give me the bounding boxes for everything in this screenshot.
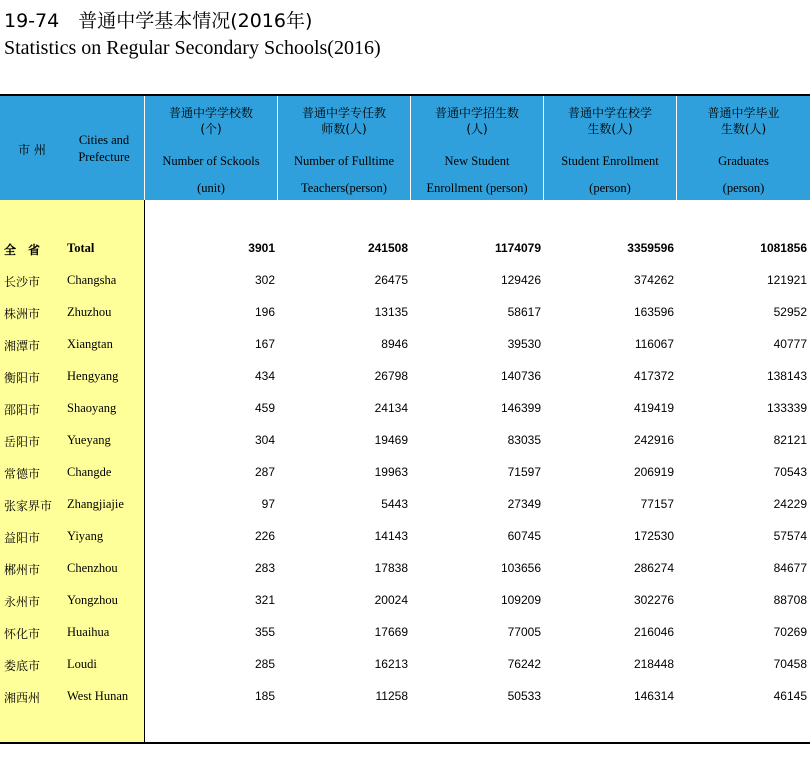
cell-new-students: 27349 bbox=[507, 497, 541, 511]
cell-schools: 302 bbox=[254, 273, 275, 287]
row-city-cn: 邵阳市 bbox=[4, 403, 41, 417]
cell-teachers: 26475 bbox=[374, 273, 408, 287]
table-row bbox=[0, 393, 810, 425]
cell-graduates: 46145 bbox=[773, 689, 807, 703]
cell-schools: 285 bbox=[254, 657, 275, 671]
cell-schools: 97 bbox=[261, 497, 275, 511]
row-city-en: Chenzhou bbox=[67, 561, 118, 575]
cell-new-students: 71597 bbox=[507, 465, 541, 479]
row-city-cn: 永州市 bbox=[4, 595, 41, 609]
header-new-students-unit: Enrollment (person) bbox=[426, 181, 528, 195]
header-enrollment-en: Student Enrollment bbox=[561, 154, 659, 168]
header-new-students bbox=[411, 96, 543, 200]
cell-new-students: 77005 bbox=[507, 625, 541, 639]
cell-schools: 185 bbox=[254, 689, 275, 703]
row-city-en: Changde bbox=[67, 465, 112, 479]
cell-enrollment: 116067 bbox=[634, 337, 674, 351]
row-city-en: Zhuzhou bbox=[67, 305, 112, 319]
cell-teachers: 26798 bbox=[374, 369, 408, 383]
cell-enrollment: 419419 bbox=[633, 401, 674, 415]
row-city-cn: 株洲市 bbox=[4, 307, 41, 321]
table-bottom-rule bbox=[0, 742, 810, 744]
cell-teachers: 20024 bbox=[374, 593, 408, 607]
cell-new-students: 39530 bbox=[507, 337, 541, 351]
cell-graduates: 88708 bbox=[773, 593, 807, 607]
cell-teachers: 16213 bbox=[374, 657, 408, 671]
row-city-cn: 湘西州 bbox=[4, 691, 41, 705]
cell-new-students: 58617 bbox=[507, 305, 541, 319]
table-row bbox=[0, 553, 810, 585]
header-schools-en: Number of Sckools bbox=[162, 154, 260, 168]
cell-enrollment: 218448 bbox=[633, 657, 674, 671]
row-city-en: Loudi bbox=[67, 657, 97, 671]
cell-teachers: 241508 bbox=[367, 241, 408, 255]
header-teachers-unit: Teachers(person) bbox=[301, 181, 387, 195]
cell-schools: 196 bbox=[254, 305, 275, 319]
cell-new-students: 76242 bbox=[507, 657, 541, 671]
table-row bbox=[0, 681, 810, 713]
row-city-en: Yueyang bbox=[67, 433, 111, 447]
cell-teachers: 8946 bbox=[381, 337, 408, 351]
cell-schools: 434 bbox=[254, 369, 275, 383]
row-city-en: Huaihua bbox=[67, 625, 110, 639]
row-city-en: Yiyang bbox=[67, 529, 104, 543]
cell-teachers: 5443 bbox=[381, 497, 408, 511]
cell-new-students: 146399 bbox=[500, 401, 541, 415]
header-teachers-en: Number of Fulltime bbox=[294, 154, 394, 168]
table-row bbox=[0, 457, 810, 489]
row-city-en: Total bbox=[67, 241, 95, 255]
cell-schools: 355 bbox=[254, 625, 275, 639]
row-city-cn: 益阳市 bbox=[4, 531, 41, 545]
cell-graduates: 121921 bbox=[766, 273, 807, 287]
header-graduates-unit: (person) bbox=[722, 181, 765, 195]
cell-schools: 304 bbox=[254, 433, 275, 447]
row-city-en: Changsha bbox=[67, 273, 117, 287]
cell-teachers: 19469 bbox=[374, 433, 408, 447]
cell-enrollment: 163596 bbox=[633, 305, 674, 319]
table-row bbox=[0, 585, 810, 617]
page-title-chinese: 19-74 普通中学基本情况(2016年) bbox=[4, 10, 313, 32]
header-schools-cn: 普通中学学校数 (个) bbox=[168, 106, 253, 136]
header-enrollment-cn: 普通中学在校学 生数(人) bbox=[567, 106, 652, 136]
page-title-english: Statistics on Regular Secondary Schools(2016) bbox=[4, 37, 381, 59]
cell-graduates: 70458 bbox=[773, 657, 807, 671]
header-city-english: Cities and Prefecture bbox=[78, 133, 130, 164]
cell-new-students: 50533 bbox=[507, 689, 541, 703]
cell-graduates: 82121 bbox=[773, 433, 807, 447]
row-city-en: West Hunan bbox=[67, 689, 129, 703]
cell-graduates: 52952 bbox=[773, 305, 807, 319]
cell-new-students: 103656 bbox=[500, 561, 541, 575]
cell-schools: 459 bbox=[254, 401, 275, 415]
cell-teachers: 24134 bbox=[374, 401, 408, 415]
cell-schools: 287 bbox=[254, 465, 275, 479]
cell-graduates: 70543 bbox=[773, 465, 807, 479]
cell-enrollment: 77157 bbox=[640, 497, 674, 511]
cell-graduates: 24229 bbox=[773, 497, 807, 511]
cell-graduates: 57574 bbox=[773, 529, 807, 543]
cell-new-students: 140736 bbox=[500, 369, 541, 383]
cell-schools: 321 bbox=[254, 593, 275, 607]
table-row bbox=[0, 425, 810, 457]
row-city-cn: 全 省 bbox=[4, 243, 41, 257]
cell-schools: 3901 bbox=[248, 241, 275, 255]
row-city-cn: 郴州市 bbox=[4, 563, 41, 577]
cell-enrollment: 172530 bbox=[633, 529, 674, 543]
row-city-cn: 湘潭市 bbox=[4, 339, 41, 353]
cell-teachers: 19963 bbox=[374, 465, 408, 479]
cell-graduates: 138143 bbox=[766, 369, 807, 383]
cell-enrollment: 374262 bbox=[633, 273, 674, 287]
cell-graduates: 1081856 bbox=[760, 241, 807, 255]
table-row bbox=[0, 265, 810, 297]
row-city-en: Shaoyang bbox=[67, 401, 117, 415]
cell-enrollment: 3359596 bbox=[627, 241, 674, 255]
header-new-students-en: New Student bbox=[444, 154, 510, 168]
cell-new-students: 1174079 bbox=[494, 241, 541, 255]
cell-enrollment: 206919 bbox=[633, 465, 674, 479]
cell-schools: 226 bbox=[254, 529, 275, 543]
cell-graduates: 133339 bbox=[766, 401, 807, 415]
header-teachers-cn: 普通中学专任教 师数(人) bbox=[301, 106, 386, 136]
table-row bbox=[0, 521, 810, 553]
cell-teachers: 14143 bbox=[374, 529, 408, 543]
row-city-cn: 长沙市 bbox=[4, 275, 41, 289]
cell-enrollment: 302276 bbox=[633, 593, 674, 607]
row-city-cn: 张家界市 bbox=[4, 499, 53, 513]
cell-schools: 283 bbox=[254, 561, 275, 575]
cell-graduates: 40777 bbox=[773, 337, 807, 351]
row-city-cn: 岳阳市 bbox=[4, 435, 41, 449]
cell-new-students: 83035 bbox=[507, 433, 541, 447]
header-city-chinese: 市 州 bbox=[18, 143, 46, 157]
cell-new-students: 129426 bbox=[500, 273, 541, 287]
cell-teachers: 17669 bbox=[374, 625, 408, 639]
header-graduates bbox=[677, 96, 810, 200]
cell-graduates: 70269 bbox=[773, 625, 807, 639]
cell-enrollment: 242916 bbox=[633, 433, 674, 447]
cell-enrollment: 146314 bbox=[633, 689, 674, 703]
cell-schools: 167 bbox=[254, 337, 275, 351]
header-enrollment bbox=[544, 96, 676, 200]
cell-new-students: 60745 bbox=[507, 529, 541, 543]
row-city-en: Hengyang bbox=[67, 369, 119, 383]
header-graduates-cn: 普通中学毕业 生数(人) bbox=[707, 106, 780, 136]
cell-new-students: 109209 bbox=[500, 593, 541, 607]
table-row bbox=[0, 329, 810, 361]
cell-teachers: 13135 bbox=[374, 305, 408, 319]
table-row-total bbox=[0, 233, 810, 265]
header-schools bbox=[145, 96, 277, 200]
table-row bbox=[0, 649, 810, 681]
cell-teachers: 11258 bbox=[375, 689, 408, 703]
header-graduates-en: Graduates bbox=[718, 154, 769, 168]
cell-enrollment: 417372 bbox=[633, 369, 674, 383]
table-row bbox=[0, 297, 810, 329]
table-row bbox=[0, 361, 810, 393]
row-city-cn: 衡阳市 bbox=[4, 371, 41, 385]
row-city-en: Zhangjiajie bbox=[67, 497, 124, 511]
table-row bbox=[0, 617, 810, 649]
row-city-cn: 常德市 bbox=[4, 467, 41, 481]
row-city-en: Xiangtan bbox=[67, 337, 113, 351]
row-city-cn: 娄底市 bbox=[4, 659, 41, 673]
row-city-cn: 怀化市 bbox=[4, 627, 41, 641]
header-teachers bbox=[278, 96, 410, 200]
cell-teachers: 17838 bbox=[374, 561, 408, 575]
cell-enrollment: 216046 bbox=[633, 625, 674, 639]
cell-graduates: 84677 bbox=[773, 561, 807, 575]
header-new-students-cn: 普通中学招生数 (人) bbox=[434, 106, 519, 136]
cell-enrollment: 286274 bbox=[633, 561, 674, 575]
header-schools-unit: (unit) bbox=[197, 181, 225, 195]
table-row bbox=[0, 489, 810, 521]
header-enrollment-unit: (person) bbox=[589, 181, 631, 195]
row-city-en: Yongzhou bbox=[67, 593, 118, 607]
